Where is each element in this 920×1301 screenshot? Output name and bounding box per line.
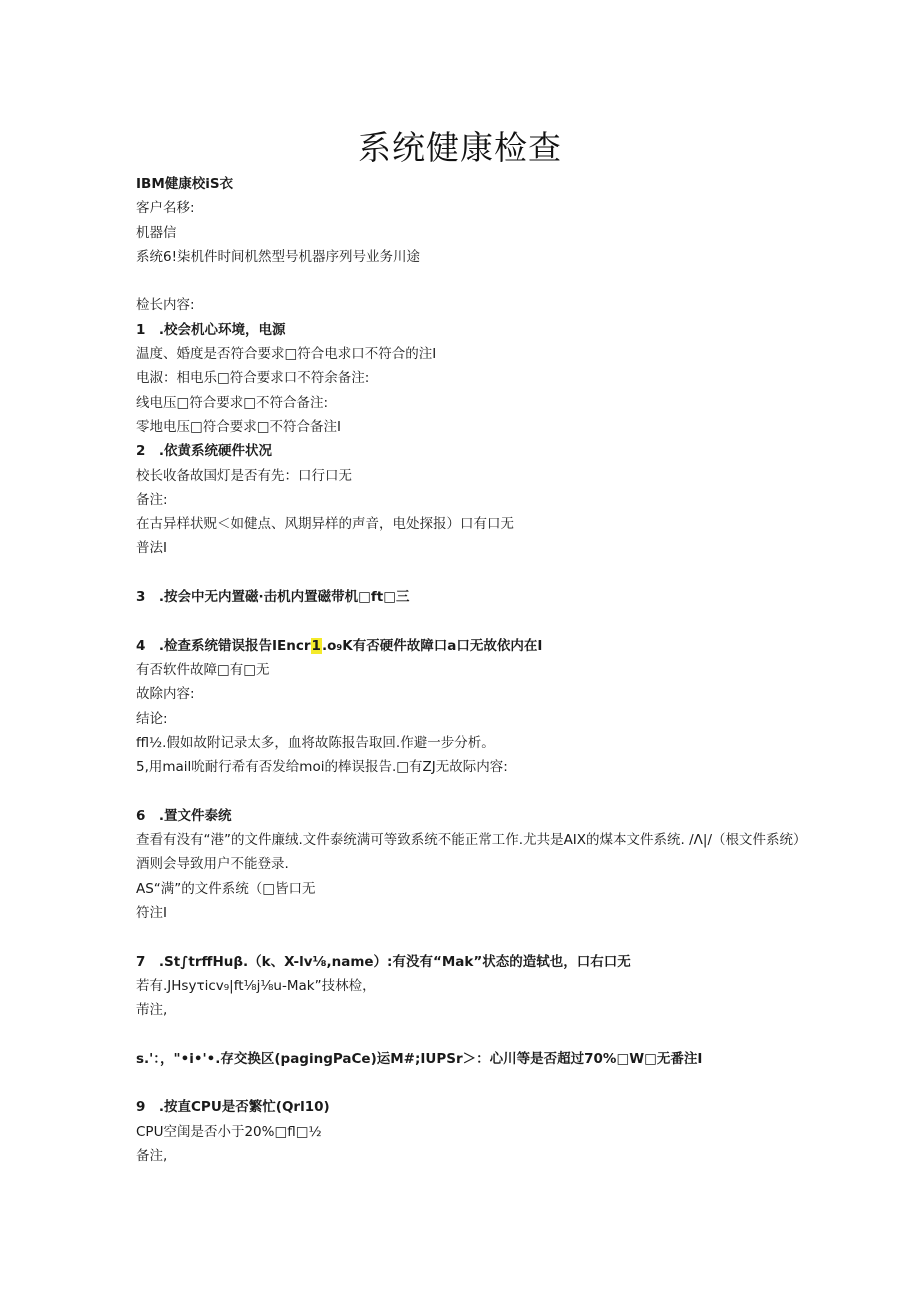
spacer (136, 561, 836, 585)
spacer (136, 269, 836, 293)
document-body (136, 172, 836, 1168)
remark-label: 符注I (136, 904, 167, 921)
remark-label: 备注: (136, 491, 168, 508)
conclusion-label: 结论: (136, 710, 168, 727)
power-supply-check: 电淑：相电乐□符合要求口不符余备注: (136, 370, 370, 387)
section-4-heading (136, 634, 836, 658)
document-title: 系统健康检查 (358, 128, 562, 167)
fault-light-check: 校长收备故国灯是否有先：口行口无 (136, 467, 352, 484)
spacer (136, 609, 836, 633)
section-4-heading-start: 4 .检查系统错误报告IEncr (136, 637, 311, 654)
section-8-heading: s.'：，"•i•'•.存交换区(pagingPaCe)运M#;IUPSr＞：心川等是否超过70%□W□无番注I (136, 1050, 703, 1067)
highlighted-text: 1 (311, 637, 321, 654)
section-1-heading: 1 .校会机心环境，电源 (136, 321, 286, 338)
filesystem-description: 查看有没有“港”的文件廉绒.文件泰统满可等致系统不能正常工作.尤共是AIX的煤本文件系统. /Λ|/（根文件系统） (136, 832, 807, 849)
section-7-heading: 7 .St∫trffHuβ.（k、X-lv⅛,name）:有没有“Mak”状态的造轼也，口右口无 (136, 953, 631, 970)
remark-label: 普法I (136, 540, 167, 557)
abnormal-check: 在古异样状贶＜如健点、风期异样的声音，电处探报）口有口无 (136, 516, 514, 533)
remark-label: 备注, (136, 1147, 168, 1164)
full-filesystem-check: AS“满”的文件系统（□皆口无 (136, 880, 316, 897)
spacer (136, 779, 836, 803)
line-voltage-check: 线电压□符合要求□不符合备注: (136, 394, 329, 411)
section-3-heading: 3 .按会中无内置磁·击机内置磁带机□ft□三 (136, 589, 410, 606)
section-2-heading: 2 .依黄系统硬件状况 (136, 443, 273, 460)
machine-info-label: 机器信 (136, 224, 177, 241)
section-4-heading-end: .o₉K有否硬件故障口a口无故依内在I (321, 637, 543, 654)
section-7-detail: 若有.JHsyτicv₉|ft⅛j⅛u-Mak”技林检， (136, 977, 376, 994)
filesystem-description-continued: 酒则会导致用户不能登录. (136, 856, 289, 873)
spacer (136, 1022, 836, 1046)
fault-content-label: 故除内容: (136, 686, 195, 703)
ground-voltage-check: 零地电压□符合要求□不符合备注I (136, 418, 341, 435)
software-fault-check: 有否软件故障□有□无 (136, 661, 270, 678)
temperature-check: 温度、婚度是否符合要求□符合电求口不符合的注I (136, 346, 437, 363)
form-name: IBM健康校iS衣 (136, 176, 234, 192)
spacer (136, 1071, 836, 1095)
section-9-heading: 9 .按直CPU是否繁忙(Qrl10) (136, 1099, 330, 1116)
remark-label: 芾注, (136, 1002, 168, 1019)
spacer (136, 925, 836, 949)
mail-check: 5,用mail吮耐行希有否发给moi的棒误报告.□有ZJ无故际内容: (136, 759, 508, 776)
section-6-heading: 6 .置文件泰统 (136, 807, 232, 824)
customer-name-label: 客户名移: (136, 200, 195, 217)
check-content-label: 检长内容: (136, 297, 195, 314)
system-fields-label: 系统6!柒机件时间机然型号机器序列号业务川途 (136, 248, 421, 265)
cpu-idle-check: CPU空闺是否小于20%□fl□½ (136, 1123, 322, 1140)
fault-report-note: ffl½.假如故附记录太多，血将故陈报告取回.作避一步分析。 (136, 734, 495, 751)
